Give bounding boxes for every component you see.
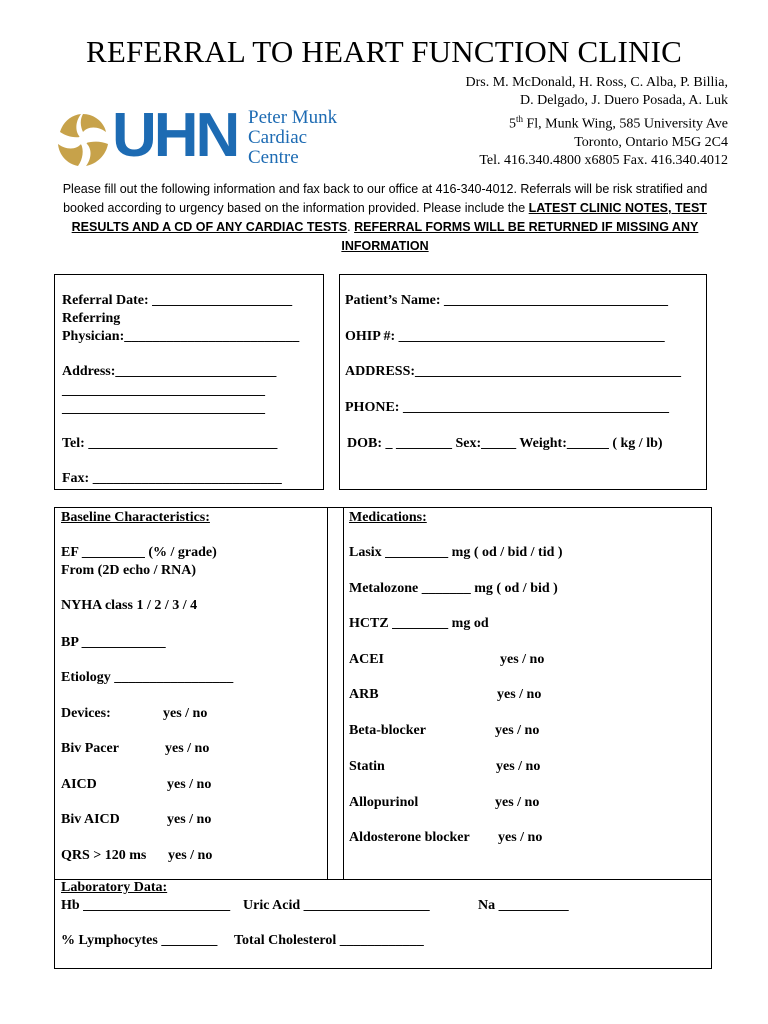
dob-sex-weight-field[interactable]: DOB: _ ________ Sex:_____ Weight:______ ( kg / lb) xyxy=(347,436,663,451)
referrer-address-line-2[interactable]: _____________________________ xyxy=(62,383,265,398)
clinical-divider xyxy=(327,507,328,879)
acei-label: ACEI xyxy=(349,652,385,667)
hb-field[interactable]: Hb _____________________ xyxy=(61,898,231,913)
baseline-header: Baseline Characteristics: xyxy=(61,510,210,525)
lab-header: Laboratory Data: xyxy=(61,880,168,895)
biv-aicd-options[interactable]: yes / no xyxy=(167,812,212,827)
qrs-options[interactable]: yes / no xyxy=(168,848,213,863)
etiology-field[interactable]: Etiology _________________ xyxy=(61,670,234,685)
address-doctors-2: D. Delgado, J. Duero Posada, A. Luk xyxy=(519,93,728,108)
address-phone: Tel. 416.340.4800 x6805 Fax. 416.340.4012 xyxy=(479,152,728,168)
physician-field[interactable]: Physician:_________________________ xyxy=(62,329,300,344)
lymphocytes-field[interactable]: % Lymphocytes ________ xyxy=(61,933,218,948)
clinical-divider-2 xyxy=(343,507,344,879)
medications-header: Medications: xyxy=(349,510,427,525)
referrer-tel-field[interactable]: Tel: ___________________________ xyxy=(62,436,278,451)
acei-options[interactable]: yes / no xyxy=(500,652,545,667)
metalozone-field[interactable]: Metalozone _______ mg ( od / bid ) xyxy=(349,581,558,596)
aicd-options[interactable]: yes / no xyxy=(167,777,212,792)
aldosterone-label: Aldosterone blocker xyxy=(349,830,470,845)
lasix-field[interactable]: Lasix _________ mg ( od / bid / tid ) xyxy=(349,545,563,560)
devices-options[interactable]: yes / no xyxy=(163,706,208,721)
page-title: REFERRAL TO HEART FUNCTION CLINIC xyxy=(85,34,683,69)
bp-field[interactable]: BP ____________ xyxy=(61,635,166,650)
pinwheel-icon xyxy=(54,110,112,170)
patient-address-field[interactable]: ADDRESS:______________________________________ xyxy=(345,364,682,379)
beta-blocker-options[interactable]: yes / no xyxy=(495,723,540,738)
aicd-label: AICD xyxy=(61,777,97,792)
logo-brand: UHN xyxy=(112,101,238,170)
allopurinol-label: Allopurinol xyxy=(349,795,419,810)
address-city: Toronto, Ontario M5G 2C4 xyxy=(574,134,728,150)
from-field[interactable]: From (2D echo / RNA) xyxy=(61,563,197,578)
patient-name-field[interactable]: Patient’s Name: ________________________________ xyxy=(345,293,669,308)
referring-label: Referring xyxy=(62,311,121,326)
referrer-address-field[interactable]: Address:_______________________ xyxy=(62,364,277,379)
statin-label: Statin xyxy=(349,759,385,774)
hctz-field[interactable]: HCTZ ________ mg od xyxy=(349,616,489,631)
ef-field[interactable]: EF _________ (% / grade) xyxy=(61,545,217,560)
cholesterol-field[interactable]: Total Cholesterol ____________ xyxy=(234,933,424,948)
uhn-logo xyxy=(54,101,354,172)
referrer-fax-field[interactable]: Fax: ___________________________ xyxy=(62,471,282,486)
allopurinol-options[interactable]: yes / no xyxy=(495,795,540,810)
referrer-address-line-3[interactable]: _____________________________ xyxy=(62,401,265,416)
patient-phone-field[interactable]: PHONE: ______________________________________ xyxy=(345,400,669,415)
nyha-field[interactable]: NYHA class 1 / 2 / 3 / 4 xyxy=(61,598,198,613)
statin-options[interactable]: yes / no xyxy=(496,759,541,774)
referral-date-field[interactable]: Referral Date: ____________________ xyxy=(62,293,293,308)
beta-blocker-label: Beta-blocker xyxy=(349,723,426,738)
address-doctors-1: Drs. M. McDonald, H. Ross, C. Alba, P. Billia, xyxy=(465,75,728,90)
na-field[interactable]: Na __________ xyxy=(478,898,569,913)
ohip-field[interactable]: OHIP #: ______________________________________ xyxy=(345,329,665,344)
biv-aicd-label: Biv AICD xyxy=(61,812,120,827)
instructions: Please fill out the following information and fax back to our office at 416-340-4012. Referrals will be risk stratified and booked according to urgency based on the information provided. Please include the LATEST CLINIC NOTES, TEST RESULTS AND A CD OF ANY CARDIAC TESTS. REFERRAL FORMS WILL BE RETURNED IF MISSING ANY INFORMATION xyxy=(62,182,708,253)
address-street: 5th Fl, Munk Wing, 585 University Ave xyxy=(508,114,728,132)
arb-options[interactable]: yes / no xyxy=(497,687,542,702)
qrs-label: QRS > 120 ms xyxy=(61,848,147,863)
aldosterone-options[interactable]: yes / no xyxy=(498,830,543,845)
devices-label: Devices: xyxy=(61,706,111,721)
clinic-address xyxy=(465,74,728,170)
arb-label: ARB xyxy=(349,687,379,702)
logo-subtitle: Peter Munk Cardiac Centre xyxy=(248,107,338,168)
biv-pacer-options[interactable]: yes / no xyxy=(165,741,210,756)
uric-acid-field[interactable]: Uric Acid __________________ xyxy=(243,898,430,913)
biv-pacer-label: Biv Pacer xyxy=(61,741,119,756)
